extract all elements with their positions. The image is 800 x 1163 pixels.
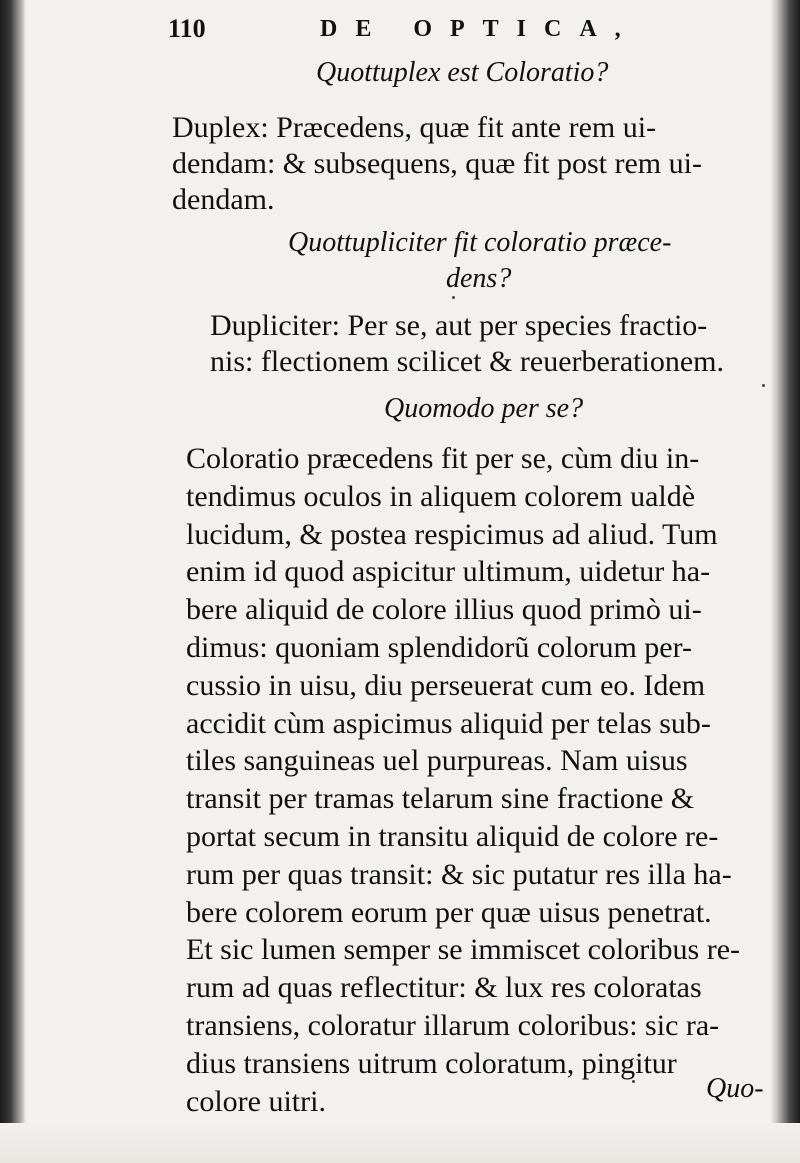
ink-speck	[632, 1080, 635, 1083]
question-heading-2-continued: dens?	[446, 263, 512, 294]
text-line: Dupliciter: Per se, aut per species fractio-	[210, 309, 708, 342]
text-line: enim id quod aspicitur ultimum, uidetur ha-	[186, 555, 711, 589]
text-line: tendimus oculos in aliquem colorem ualdè	[186, 479, 696, 513]
text-line: accidit cùm aspicimus aliquid per telas sub-	[186, 706, 711, 740]
page-number: 110	[168, 14, 206, 43]
scan-edge-left	[0, 0, 26, 1163]
text-line: dendam.	[172, 183, 275, 216]
ink-speck	[762, 384, 765, 387]
running-title: DE OPTICA,	[320, 16, 639, 42]
text-line: colore uitri.	[186, 1084, 326, 1118]
question-heading-1: Quottuplex est Coloratio?	[316, 57, 609, 88]
text-line: rum ad quas reflectitur: & lux res coloratas	[186, 971, 702, 1005]
text-line: tiles sanguineas uel purpureas. Nam uisus	[186, 744, 688, 778]
question-heading-2: Quottupliciter fit coloratio præce-	[288, 227, 672, 258]
text-line: dius transiens uitrum coloratum, pingitur	[186, 1046, 677, 1080]
scan-edge-right	[770, 0, 800, 1163]
ink-speck	[452, 296, 455, 299]
text-line: Et sic lumen semper se immiscet coloribus re-	[186, 933, 741, 967]
text-line: nis: flectionem scilicet & reuerberationem.	[210, 345, 724, 378]
text-line: Coloratio præcedens fit per se, cùm diu in-	[186, 442, 700, 475]
scan-edge-bottom	[0, 1123, 800, 1163]
question-heading-3: Quomodo per se?	[384, 393, 584, 424]
text-line: lucidum, & postea respicimus ad aliud. Tum	[186, 517, 718, 551]
text-line: dimus: quoniam splendidorũ colorum per-	[186, 630, 692, 664]
text-line: transiens, coloratur illarum coloribus: sic ra-	[186, 1008, 720, 1042]
text-line: dendam: & subsequens, quæ fit post rem ui-	[172, 147, 702, 180]
text-line: bere aliquid de colore illius quod primò ui-	[186, 593, 702, 627]
answer-paragraph-1	[172, 110, 702, 218]
text-line: rum per quas transit: & sic putatur res illa ha-	[186, 857, 732, 891]
text-line: bere colorem eorum per quæ uisus penetrat.	[186, 895, 712, 929]
answer-paragraph-3	[186, 440, 740, 1120]
text-line: transit per tramas telarum sine fractione &	[186, 782, 695, 816]
catchword: Quo-	[706, 1073, 764, 1104]
answer-paragraph-2	[210, 308, 724, 380]
running-head	[168, 14, 648, 50]
text-line: cussio in uisu, diu perseuerat cum eo. Idem	[186, 668, 706, 702]
text-line: Duplex: Præcedens, quæ fit ante rem ui-	[172, 111, 657, 144]
text-line: portat secum in transitu aliquid de colore re-	[186, 819, 719, 853]
